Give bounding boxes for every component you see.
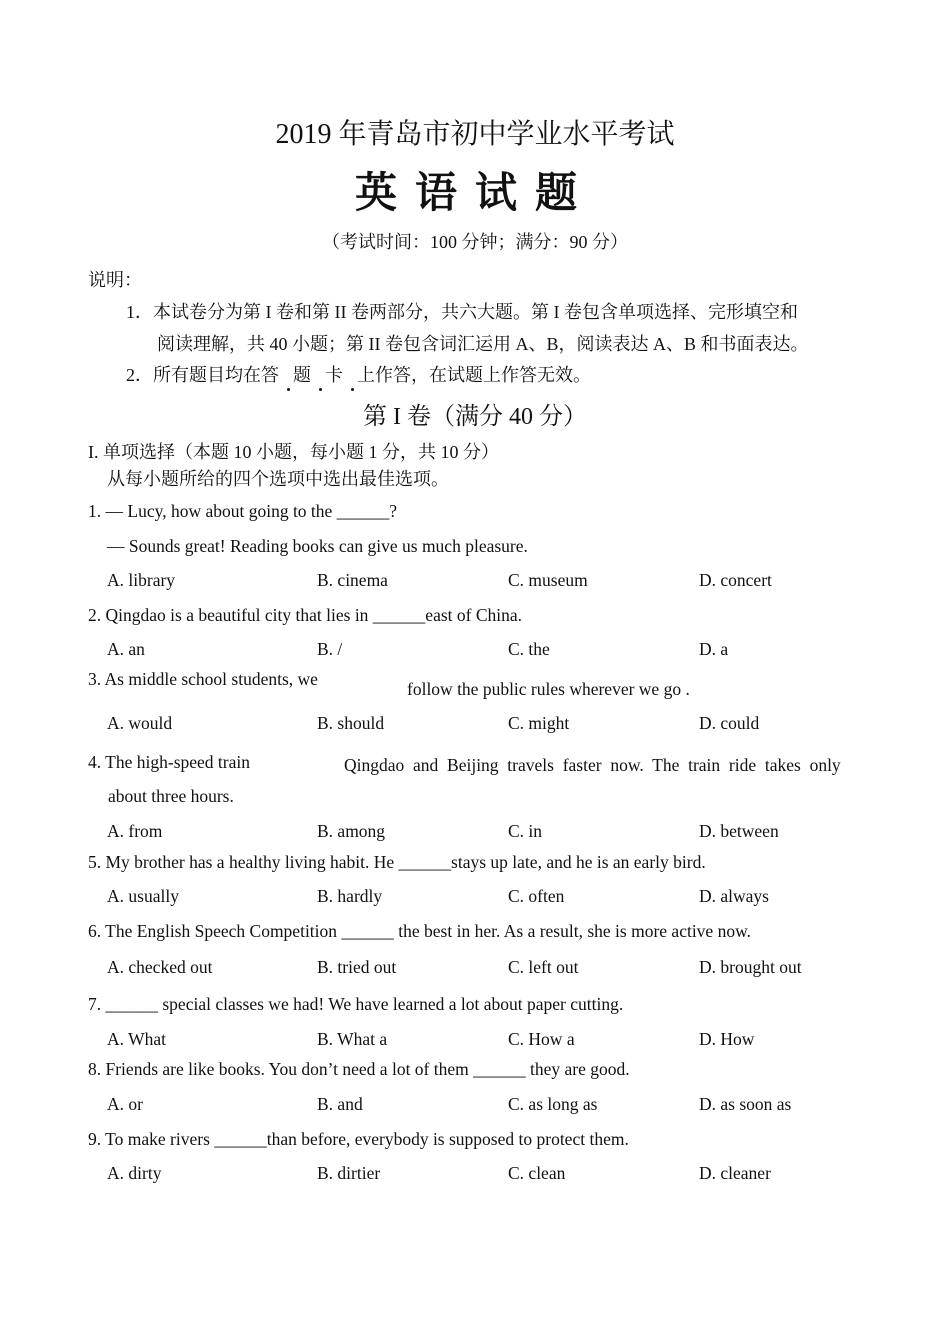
question-2-stem: 2. Qingdao is a beautiful city that lies in ______east of China. — [88, 605, 523, 625]
option: D. How — [699, 1029, 755, 1049]
option: C. How a — [508, 1029, 575, 1049]
option: C. clean — [508, 1163, 566, 1183]
exam-title: 2019 年青岛市初中学业水平考试 — [275, 119, 675, 150]
option: B. and — [317, 1094, 363, 1114]
instruction-item-1-cont: 阅读理解，共 40 小题；第 II 卷包含词汇运用 A、B，阅读表达 A、B 和书面表达。 — [157, 334, 809, 354]
option: D. always — [699, 886, 769, 906]
option: A. dirty — [107, 1163, 162, 1183]
option: D. concert — [699, 570, 772, 590]
option: A. What — [107, 1029, 166, 1049]
option: B. should — [317, 713, 385, 733]
exam-time-info: （考试时间：100 分钟；满分：90 分） — [322, 232, 628, 252]
option: C. left out — [508, 957, 579, 977]
question-4-stem-b: Qingdao and Beijing travels faster now. The train ride takes only — [344, 755, 841, 775]
option: A. library — [107, 570, 176, 590]
option: C. in — [508, 821, 543, 841]
option: C. as long as — [508, 1094, 598, 1114]
option: C. museum — [508, 570, 588, 590]
option: D. could — [699, 713, 760, 733]
option: A. usually — [107, 886, 179, 906]
option: B. cinema — [317, 570, 388, 590]
instructions-label: 说明： — [88, 270, 142, 290]
option: B. / — [317, 639, 343, 659]
subject-title: 英语试题 — [354, 168, 595, 217]
option: B. among — [317, 821, 386, 841]
question-1-stem: 1. — Lucy, how about going to the ______? — [88, 501, 397, 521]
option: A. or — [107, 1094, 143, 1114]
option: A. an — [107, 639, 145, 659]
option: B. dirtier — [317, 1163, 381, 1183]
option: A. checked out — [107, 957, 213, 977]
instruction-item-1: 1．本试卷分为第 I 卷和第 II 卷两部分，共六大题。第 I 卷包含单项选择、完形填空和 — [126, 302, 798, 322]
option: A. from — [107, 821, 163, 841]
option: C. the — [508, 639, 550, 659]
question-5-stem: 5. My brother has a healthy living habit. He ______stays up late, and he is an early bird. — [88, 852, 706, 872]
question-4-stem-2: about three hours. — [108, 786, 234, 806]
option: D. as soon as — [699, 1094, 792, 1114]
question-8-stem: 8. Friends are like books. You don’t need a lot of them ______ they are good. — [88, 1059, 630, 1079]
question-1-stem-2: — Sounds great! Reading books can give us much pleasure. — [107, 536, 528, 556]
instruction-item-2: 2．所有题目均在答 题 卡 上作答，在试题上作答无效。 — [126, 361, 591, 387]
question-3-stem: 3. As middle school students, we — [88, 669, 318, 689]
option: D. a — [699, 639, 729, 659]
section-title: 第 I 卷（满分 40 分） — [363, 404, 587, 430]
part-instruction: 从每小题所给的四个选项中选出最佳选项。 — [107, 469, 449, 489]
question-4-stem: 4. The high-speed train — [88, 752, 250, 772]
option: B. What a — [317, 1029, 388, 1049]
question-9-stem: 9. To make rivers ______than before, everybody is supposed to protect them. — [88, 1129, 629, 1149]
option: B. hardly — [317, 886, 383, 906]
option: A. would — [107, 713, 173, 733]
part-heading: I. 单项选择（本题 10 小题，每小题 1 分，共 10 分） — [88, 442, 499, 462]
option: B. tried out — [317, 957, 397, 977]
option: D. between — [699, 821, 779, 841]
question-3-stem-b: follow the public rules wherever we go . — [407, 679, 690, 699]
option: D. cleaner — [699, 1163, 771, 1183]
question-6-stem: 6. The English Speech Competition ______ the best in her. As a result, she is more active now. — [88, 921, 751, 941]
option: C. often — [508, 886, 565, 906]
option: C. might — [508, 713, 570, 733]
option: D. brought out — [699, 957, 802, 977]
question-7-stem: 7. ______ special classes we had! We have learned a lot about paper cutting. — [88, 994, 624, 1014]
